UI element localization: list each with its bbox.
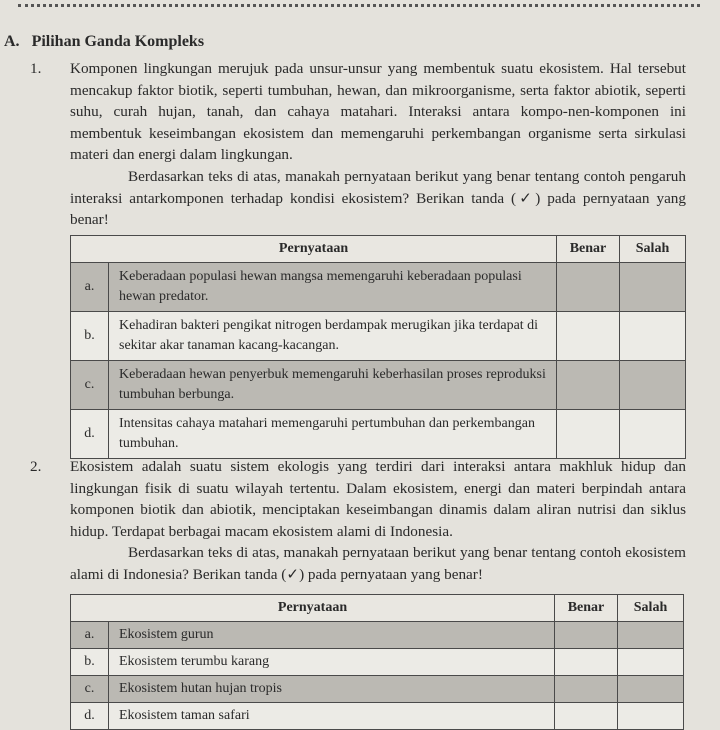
table-row xyxy=(71,649,684,676)
false-checkbox-cell[interactable] xyxy=(618,649,684,676)
true-checkbox-cell[interactable] xyxy=(555,703,618,730)
header-false: Salah xyxy=(620,236,686,263)
answer-table-2 xyxy=(70,594,684,730)
header-statement: Pernyataan xyxy=(71,236,557,263)
option-letter: d. xyxy=(71,703,109,730)
question-1 xyxy=(30,58,686,231)
false-checkbox-cell[interactable] xyxy=(618,676,684,703)
table-row xyxy=(71,312,686,361)
dotted-divider xyxy=(18,4,700,7)
section-title: Pilihan Ganda Kompleks xyxy=(31,33,205,50)
option-letter: c. xyxy=(71,676,109,703)
table-row xyxy=(71,676,684,703)
option-statement: Ekosistem terumbu karang xyxy=(109,649,555,676)
true-checkbox-cell[interactable] xyxy=(555,676,618,703)
section-heading xyxy=(4,33,204,51)
true-checkbox-cell[interactable] xyxy=(557,361,620,410)
true-checkbox-cell[interactable] xyxy=(557,410,620,459)
true-checkbox-cell[interactable] xyxy=(557,312,620,361)
table-header-row xyxy=(71,595,684,622)
false-checkbox-cell[interactable] xyxy=(618,622,684,649)
option-letter: d. xyxy=(71,410,109,459)
table-header-row xyxy=(71,236,686,263)
table-row xyxy=(71,361,686,410)
question-paragraph: Ekosistem adalah suatu sistem ekologis yang terdiri dari interaksi antara makhluk hidup dan lingkungan fisik di suatu wilayah tertentu. Dalam ekosistem, energi dan materi berpindah antara komponen biotik dan abiotik, menciptakan keseimbangan dinamis dalam aliran nutrisi dan siklus hidup. Terdapat berbagai macam ekosistem alami di Indonesia. xyxy=(70,458,686,540)
option-letter: b. xyxy=(71,312,109,361)
option-statement: Kehadiran bakteri pengikat nitrogen berdampak merugikan jika terdapat di sekitar akar tanaman kacang-kacangan. xyxy=(109,312,557,361)
option-statement: Intensitas cahaya matahari memengaruhi pertumbuhan dan perkembangan tumbuhan. xyxy=(109,410,557,459)
true-checkbox-cell[interactable] xyxy=(555,622,618,649)
option-letter: c. xyxy=(71,361,109,410)
section-label: A. xyxy=(4,33,20,50)
question-paragraph: Komponen lingkungan merujuk pada unsur-unsur yang membentuk suatu ekosistem. Hal tersebut mencakup faktor biotik, seperti tumbuhan, hewan, dan mikroorganisme, serta faktor abiotik, seperti suhu, curah hujan, tanah, dan cahaya matahari. Interaksi antara kompo-nen-komponen ini membentuk keseimbangan ekosistem dan memengaruhi perkembangan organisme serta sirkulasi materi dan energi dalam lingkungan. xyxy=(70,60,686,164)
option-statement: Ekosistem gurun xyxy=(109,622,555,649)
question-prompt: Berdasarkan teks di atas, manakah pernyataan berikut yang benar tentang contoh ekosistem alami di Indonesia? Berikan tanda (✓) pada pernyataan yang benar! xyxy=(70,544,686,583)
table-row xyxy=(71,410,686,459)
option-statement: Keberadaan populasi hewan mangsa memengaruhi keberadaan populasi hewan predator. xyxy=(109,263,557,312)
false-checkbox-cell[interactable] xyxy=(620,361,686,410)
question-number: 1. xyxy=(30,60,42,77)
true-checkbox-cell[interactable] xyxy=(555,649,618,676)
option-letter: a. xyxy=(71,622,109,649)
table-row xyxy=(71,263,686,312)
false-checkbox-cell[interactable] xyxy=(620,410,686,459)
question-2 xyxy=(30,456,686,586)
question-prompt: Berdasarkan teks di atas, manakah pernyataan berikut yang benar tentang contoh pengaruh interaksi antarkomponen terhadap kondisi ekosistem? Berikan tanda (✓) pada pernyataan yang benar! xyxy=(70,167,686,229)
option-statement: Keberadaan hewan penyerbuk memengaruhi keberhasilan proses reproduksi tumbuhan berbunga. xyxy=(109,361,557,410)
false-checkbox-cell[interactable] xyxy=(620,312,686,361)
true-checkbox-cell[interactable] xyxy=(557,263,620,312)
answer-table-1 xyxy=(70,235,686,459)
table-row xyxy=(71,622,684,649)
false-checkbox-cell[interactable] xyxy=(618,703,684,730)
header-true: Benar xyxy=(555,595,618,622)
header-true: Benar xyxy=(557,236,620,263)
header-statement: Pernyataan xyxy=(71,595,555,622)
option-letter: b. xyxy=(71,649,109,676)
option-statement: Ekosistem hutan hujan tropis xyxy=(109,676,555,703)
option-letter: a. xyxy=(71,263,109,312)
false-checkbox-cell[interactable] xyxy=(620,263,686,312)
option-statement: Ekosistem taman safari xyxy=(109,703,555,730)
question-number: 2. xyxy=(30,458,42,475)
header-false: Salah xyxy=(618,595,684,622)
table-row xyxy=(71,703,684,730)
